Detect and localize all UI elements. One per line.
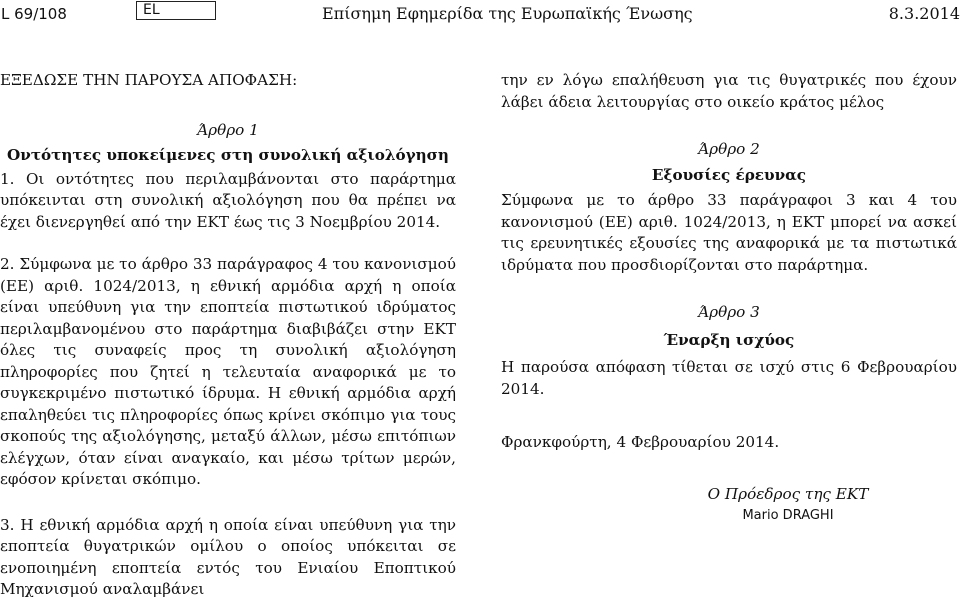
article3-label: Άρθρο 3	[698, 303, 760, 321]
language-box: EL	[136, 1, 216, 20]
article2-label: Άρθρο 2	[698, 140, 760, 158]
article2-text: Σύμφωνα με το άρθρο 33 παράγραφοι 3 και 4 του κανονισμού (ΕΕ) αριθ. 1024/2013, η ΕΚΤ μπορεί να ασκεί τις ερευνητικές εξουσίες της αναφορικά με τα πιστωτικά ιδρύματα που προσδιορίζονται στο παράρτημα.	[501, 191, 957, 274]
issue-date: 8.3.2014	[888, 4, 960, 23]
article1-paragraph3: 3. Η εθνική αρμόδια αρχή η οποία είναι υπεύθυνη για την εποπτεία θυγατρικών ομίλου ο οποίος υπόκειται σε ενοποιημένη εποπτεία εντός του Ενιαίου Εποπτικού Μηχανισμού αναλαμβάνει	[0, 515, 456, 598]
signature-role: Ο Πρόεδρος της ΕΚΤ	[707, 484, 869, 503]
article1-paragraph1: 1. Οι οντότητες που περιλαμβάνονται στο παράρτημα υπόκεινται στη συνολική αξιολόγηση που θα πρέπει να έχει διενεργηθεί από την ΕΚΤ έως τις 3 Νοεμβρίου 2014.	[0, 169, 456, 231]
article1-paragraph2: 2. Σύμφωνα με το άρθρο 33 παράγραφος 4 του κανονισμού (ΕΕ) αριθ. 1024/2013, η εθνική αρμόδια αρχή η οποία είναι υπεύθυνη για την εποπτεία πιστωτικού ιδρύματος περιλαμβανομένου στο παράρτημα διαβιβάζει στην ΕΚΤ όλες τις συναφείς προς τη συνολική αξιολόγηση πληροφορίες που ζητεί η τελευταία αναφορικά με το συγκεκριμένο πιστωτικό ίδρυμα. Η εθνική αρμόδια αρχή επαληθεύει τις πληροφορίες όπως κρίνει σκόπιμο για τους σκοπούς της αξιολόγησης, μεταξύ άλλων, μέσω επιτόπιων ελέγχων, όταν είναι αναγκαίο, και μέσω τρίτων μερών, εφόσον κρίνεται σκόπιμο.	[0, 255, 456, 488]
article3-text: Η παρούσα απόφαση τίθεται σε ισχύ στις 6 Φεβρουαρίου 2014.	[501, 358, 957, 398]
signature-name: Mario DRAGHI	[742, 508, 834, 523]
article2-title: Εξουσίες έρευνας	[651, 165, 807, 184]
journal-title: Επίσημη Εφημερίδα της Ευρωπαϊκής Ένωσης	[322, 4, 693, 23]
paragraph3-continuation: την εν λόγω επαλήθευση για τις θυγατρικές που έχουν λάβει άδεια λειτουργίας στο οικείο κράτος μέλος	[501, 71, 957, 111]
place-and-date: Φρανκφούρτη, 4 Φεβρουαρίου 2014.	[501, 433, 780, 451]
article3-title: Έναρξη ισχύος	[663, 330, 795, 349]
article1-label: Άρθρο 1	[197, 120, 259, 139]
article1-title: Οντότητες υποκείμενες στη συνολική αξιολόγηση	[7, 146, 449, 164]
page-header	[0, 0, 960, 30]
page-reference: L 69/108	[1, 5, 67, 23]
decision-intro: ΕΞΕΔΩΣΕ ΤΗΝ ΠΑΡΟΥΣΑ ΑΠΟΦΑΣΗ:	[0, 71, 298, 89]
right-column	[501, 70, 957, 527]
left-column	[0, 70, 456, 601]
